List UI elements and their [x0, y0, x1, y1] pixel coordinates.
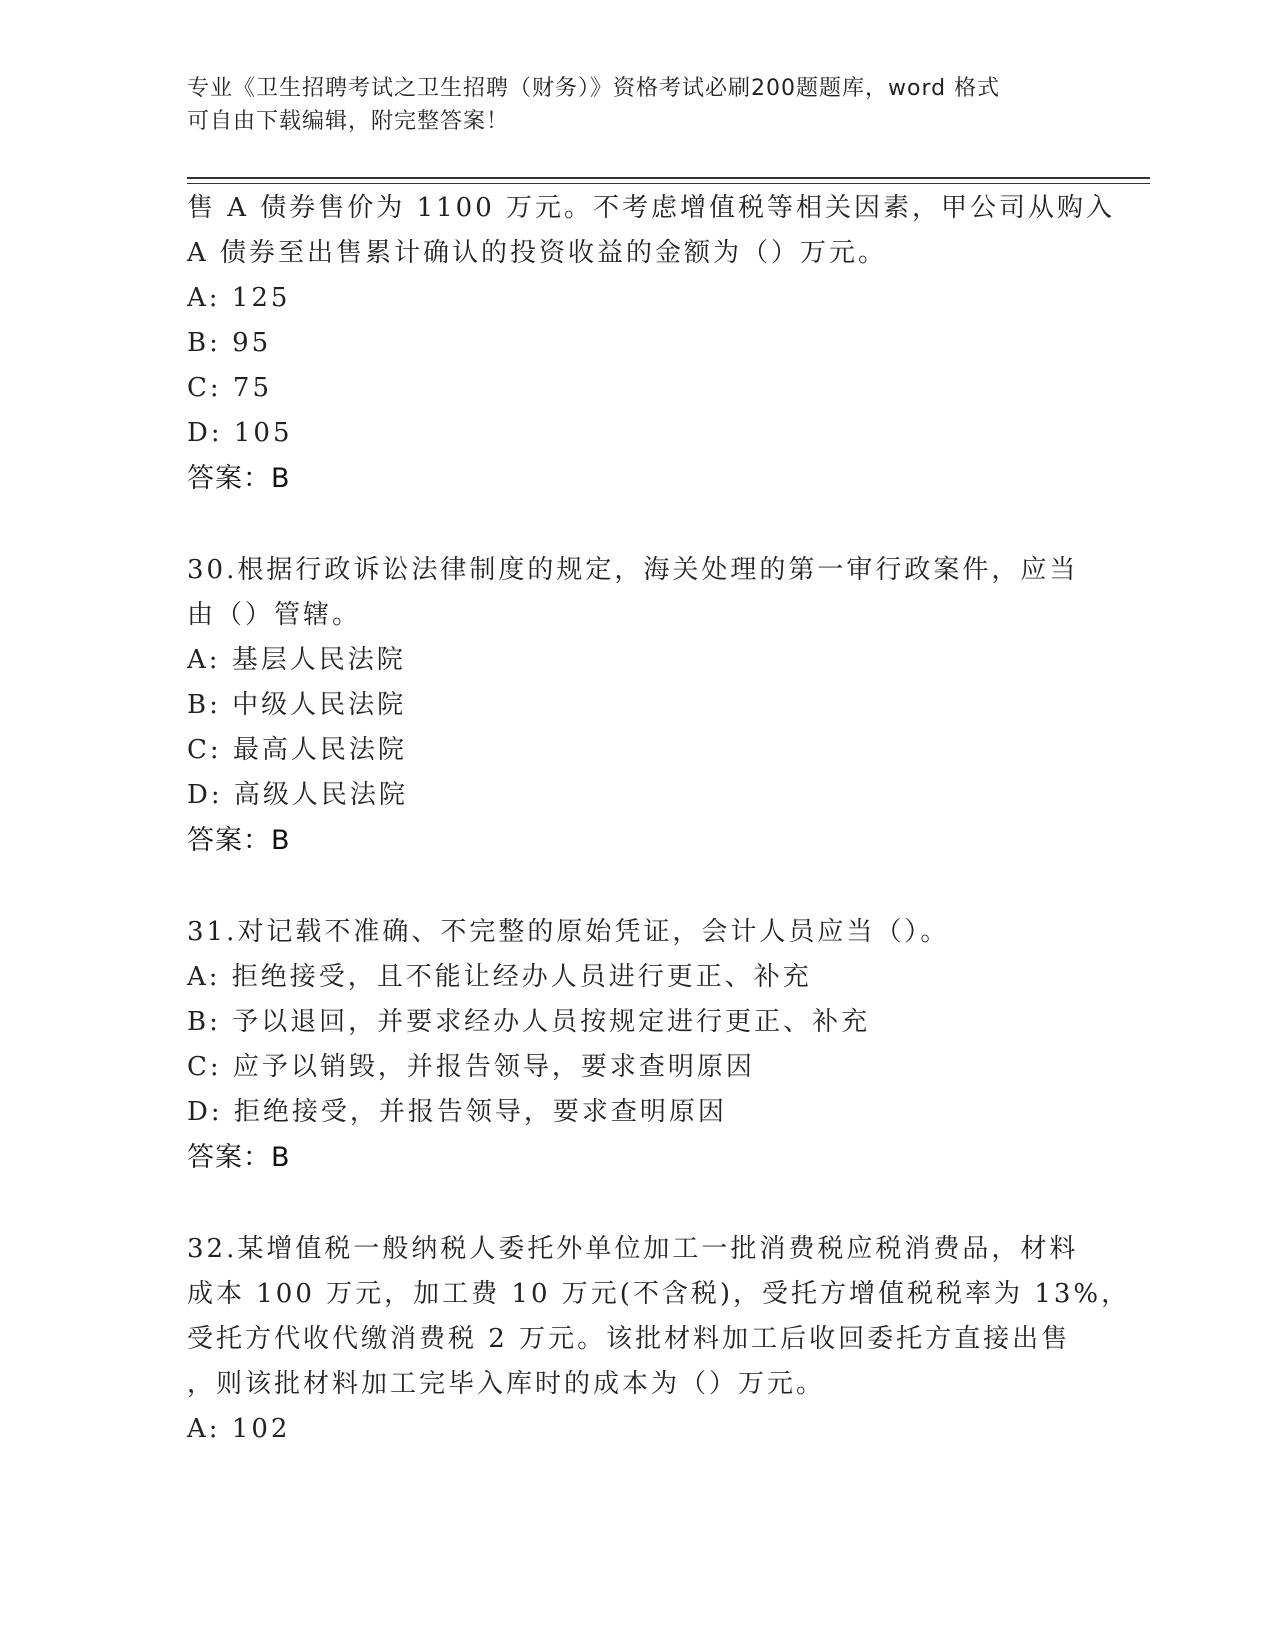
answer-line: 答案：B — [187, 1142, 291, 1173]
question-stem-line: 成本 100 万元，加工费 10 万元(不含税)，受托方增值税税率为 13%， — [187, 1279, 1131, 1309]
option-a: A: 拒绝接受，且不能让经办人员进行更正、补充 — [187, 962, 812, 992]
question-stem-line: 售 A 债券售价为 1100 万元。不考虑增值税等相关因素，甲公司从购入 — [187, 193, 1116, 223]
question-list — [187, 186, 1131, 1452]
question-31 — [187, 910, 1087, 1180]
question-30 — [187, 548, 1087, 863]
option-b: B: 予以退回，并要求经办人员按规定进行更正、补充 — [187, 1007, 871, 1037]
option-b: B: 95 — [187, 328, 272, 358]
question-stem-line: 30.根据行政诉讼法律制度的规定，海关处理的第一审行政案件，应当 — [187, 555, 1079, 585]
option-d: D: 105 — [187, 418, 293, 448]
option-d: D: 高级人民法院 — [187, 780, 408, 810]
header-title-line-1: 专业《卫生招聘考试之卫生招聘（财务）》资格考试必刷200题题库，word 格式 — [187, 76, 1001, 101]
option-a: A: 基层人民法院 — [187, 645, 406, 675]
header-title-line-2: 可自由下载编辑，附完整答案！ — [187, 109, 510, 134]
option-b: B: 中级人民法院 — [187, 690, 407, 720]
header-divider-thin — [187, 183, 1150, 184]
option-d: D: 拒绝接受，并报告领导，要求查明原因 — [187, 1097, 727, 1127]
question-29 — [187, 186, 1116, 501]
option-c: C: 75 — [187, 373, 273, 403]
answer-line: 答案：B — [187, 463, 291, 494]
page-header — [187, 72, 1067, 138]
option-a: A: 125 — [187, 283, 291, 313]
answer-line: 答案：B — [187, 825, 291, 856]
option-c: C: 应予以销毁，并报告领导，要求查明原因 — [187, 1052, 755, 1082]
option-c: C: 最高人民法院 — [187, 735, 407, 765]
spacer — [187, 501, 1087, 548]
option-a: A: 102 — [187, 1414, 291, 1444]
spacer — [187, 863, 1087, 910]
question-32 — [187, 1227, 1131, 1452]
question-stem-line: 由（）管辖。 — [187, 600, 362, 630]
question-stem-line: ，则该批材料加工完毕入库时的成本为（）万元。 — [187, 1369, 826, 1399]
question-stem-line: 受托方代收代缴消费税 2 万元。该批材料加工后收回委托方直接出售 — [187, 1324, 1071, 1354]
question-stem-line: 31.对记载不准确、不完整的原始凭证，会计人员应当（）。 — [187, 917, 950, 947]
spacer — [187, 1180, 1087, 1227]
header-divider-thick — [187, 177, 1150, 179]
question-stem-line: 32.某增值税一般纳税人委托外单位加工一批消费税应税消费品，材料 — [187, 1234, 1079, 1264]
question-stem-line: A 债券至出售累计确认的投资收益的金额为（）万元。 — [187, 238, 888, 268]
